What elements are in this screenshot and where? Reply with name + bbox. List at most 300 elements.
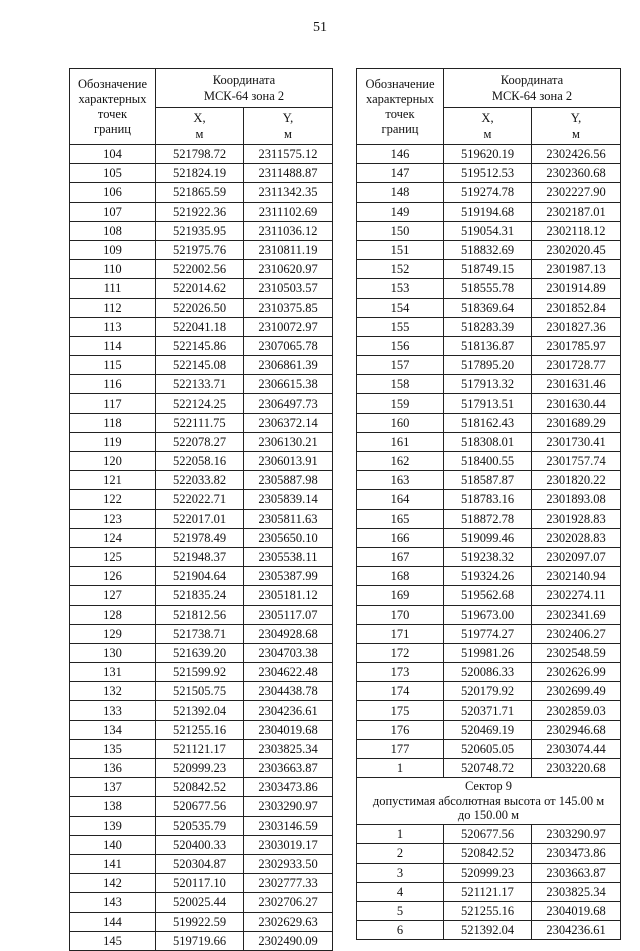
point-number-cell: 119 bbox=[70, 432, 156, 451]
x-coordinate-cell: 520677.56 bbox=[156, 797, 244, 816]
y-coordinate-cell: 2303663.87 bbox=[244, 759, 333, 778]
point-number-cell: 164 bbox=[357, 490, 444, 509]
point-number-cell: 151 bbox=[357, 240, 444, 259]
y-coordinate-cell: 2305538.11 bbox=[244, 547, 333, 566]
y-coordinate-cell: 2311036.12 bbox=[244, 221, 333, 240]
table-row bbox=[357, 413, 621, 432]
point-number-cell: 107 bbox=[70, 202, 156, 221]
y-coordinate-cell: 2303663.87 bbox=[532, 863, 621, 882]
x-coordinate-cell: 521978.49 bbox=[156, 528, 244, 547]
point-number-cell: 121 bbox=[70, 471, 156, 490]
y-coordinate-cell: 2302629.63 bbox=[244, 912, 333, 931]
x-coordinate-cell: 522017.01 bbox=[156, 509, 244, 528]
table-row bbox=[357, 164, 621, 183]
page-number: 51 bbox=[313, 20, 327, 35]
x-coordinate-cell: 521505.75 bbox=[156, 682, 244, 701]
x-coordinate-cell: 519673.00 bbox=[444, 605, 532, 624]
point-number-cell: 146 bbox=[357, 145, 444, 164]
x-coordinate-cell: 518400.55 bbox=[444, 452, 532, 471]
header-coordinate: Координата МСК-64 зона 2 bbox=[444, 69, 621, 108]
sector-height-line-2: до 150.00 м bbox=[457, 808, 520, 823]
y-coordinate-cell: 2305181.12 bbox=[244, 586, 333, 605]
y-coordinate-cell: 2311102.69 bbox=[244, 202, 333, 221]
point-number-cell: 165 bbox=[357, 509, 444, 528]
y-coordinate-cell: 2302020.45 bbox=[532, 240, 621, 259]
table-row bbox=[70, 586, 333, 605]
table-row bbox=[357, 375, 621, 394]
table-row bbox=[357, 863, 621, 882]
table-row bbox=[357, 452, 621, 471]
y-coordinate-cell: 2305887.98 bbox=[244, 471, 333, 490]
y-coordinate-cell: 2302360.68 bbox=[532, 164, 621, 183]
left-table-body bbox=[70, 145, 333, 951]
header-designation: Обозначение характерных точек границ bbox=[357, 69, 444, 145]
table-row bbox=[70, 490, 333, 509]
point-number-cell: 130 bbox=[70, 643, 156, 662]
table-row bbox=[357, 567, 621, 586]
x-coordinate-cell: 521639.20 bbox=[156, 643, 244, 662]
y-coordinate-cell: 2303074.44 bbox=[532, 739, 621, 758]
sector-header bbox=[357, 778, 621, 825]
y-coordinate-cell: 2302187.01 bbox=[532, 202, 621, 221]
table-row bbox=[357, 739, 621, 758]
point-number-cell: 160 bbox=[357, 413, 444, 432]
table-row bbox=[357, 844, 621, 863]
point-number-cell: 139 bbox=[70, 816, 156, 835]
point-number-cell: 162 bbox=[357, 452, 444, 471]
x-coordinate-cell: 518283.39 bbox=[444, 317, 532, 336]
x-coordinate-cell: 517913.51 bbox=[444, 394, 532, 413]
x-coordinate-cell: 522026.50 bbox=[156, 298, 244, 317]
table-row bbox=[70, 298, 333, 317]
table-row bbox=[70, 202, 333, 221]
y-coordinate-cell: 2302706.27 bbox=[244, 893, 333, 912]
x-coordinate-cell: 520605.05 bbox=[444, 739, 532, 758]
table-row bbox=[357, 547, 621, 566]
point-number-cell: 142 bbox=[70, 874, 156, 893]
point-number-cell: 138 bbox=[70, 797, 156, 816]
x-coordinate-cell: 519562.68 bbox=[444, 586, 532, 605]
sector-height-line: допустимая абсолютная высота от 145.00 м bbox=[372, 793, 605, 808]
x-coordinate-cell: 519981.26 bbox=[444, 643, 532, 662]
y-coordinate-cell: 2302274.11 bbox=[532, 586, 621, 605]
point-number-cell: 153 bbox=[357, 279, 444, 298]
x-coordinate-cell: 522124.25 bbox=[156, 394, 244, 413]
y-coordinate-cell: 2306615.38 bbox=[244, 375, 333, 394]
x-coordinate-cell: 521121.17 bbox=[156, 739, 244, 758]
point-number-cell: 147 bbox=[357, 164, 444, 183]
table-row bbox=[357, 202, 621, 221]
y-coordinate-cell: 2305387.99 bbox=[244, 567, 333, 586]
point-number-cell: 114 bbox=[70, 336, 156, 355]
y-coordinate-cell: 2303473.86 bbox=[532, 844, 621, 863]
x-coordinate-cell: 518832.69 bbox=[444, 240, 532, 259]
x-coordinate-cell: 522145.08 bbox=[156, 356, 244, 375]
table-row bbox=[357, 183, 621, 202]
table-row bbox=[357, 921, 621, 940]
y-coordinate-cell: 2302028.83 bbox=[532, 528, 621, 547]
x-coordinate-cell: 521935.95 bbox=[156, 221, 244, 240]
x-coordinate-cell: 521904.64 bbox=[156, 567, 244, 586]
x-coordinate-cell: 520086.33 bbox=[444, 663, 532, 682]
coordinates-table-left bbox=[69, 68, 333, 951]
table-row bbox=[70, 931, 333, 950]
x-coordinate-cell: 519774.27 bbox=[444, 624, 532, 643]
table-row bbox=[357, 145, 621, 164]
sector-header-row bbox=[357, 778, 621, 825]
x-coordinate-cell: 517913.32 bbox=[444, 375, 532, 394]
x-coordinate-cell: 519719.66 bbox=[156, 931, 244, 950]
table-row bbox=[70, 164, 333, 183]
point-number-cell: 156 bbox=[357, 336, 444, 355]
table-row bbox=[70, 816, 333, 835]
point-number-cell: 150 bbox=[357, 221, 444, 240]
x-coordinate-cell: 522041.18 bbox=[156, 317, 244, 336]
x-coordinate-cell: 519054.31 bbox=[444, 221, 532, 240]
point-number-cell: 106 bbox=[70, 183, 156, 202]
y-coordinate-cell: 2302227.90 bbox=[532, 183, 621, 202]
y-coordinate-cell: 2306497.73 bbox=[244, 394, 333, 413]
point-number-cell: 148 bbox=[357, 183, 444, 202]
point-number-cell: 116 bbox=[70, 375, 156, 394]
y-coordinate-cell: 2304236.61 bbox=[244, 701, 333, 720]
point-number-cell: 110 bbox=[70, 260, 156, 279]
point-number-cell: 124 bbox=[70, 528, 156, 547]
y-coordinate-cell: 2302548.59 bbox=[532, 643, 621, 662]
x-coordinate-cell: 520999.23 bbox=[156, 759, 244, 778]
point-number-cell: 133 bbox=[70, 701, 156, 720]
y-coordinate-cell: 2302626.99 bbox=[532, 663, 621, 682]
x-coordinate-cell: 521738.71 bbox=[156, 624, 244, 643]
x-coordinate-cell: 518749.15 bbox=[444, 260, 532, 279]
header-x: X, м bbox=[156, 108, 244, 145]
table-row bbox=[70, 778, 333, 797]
y-coordinate-cell: 2310503.57 bbox=[244, 279, 333, 298]
point-number-cell: 126 bbox=[70, 567, 156, 586]
table-row bbox=[70, 413, 333, 432]
x-coordinate-cell: 522014.62 bbox=[156, 279, 244, 298]
y-coordinate-cell: 2304019.68 bbox=[532, 901, 621, 920]
y-coordinate-cell: 2301827.36 bbox=[532, 317, 621, 336]
x-coordinate-cell: 521922.36 bbox=[156, 202, 244, 221]
table-row bbox=[70, 432, 333, 451]
y-coordinate-cell: 2310072.97 bbox=[244, 317, 333, 336]
table-row bbox=[70, 317, 333, 336]
table-row bbox=[70, 240, 333, 259]
table-row bbox=[70, 663, 333, 682]
header-coordinate: Координата МСК-64 зона 2 bbox=[156, 69, 333, 108]
y-coordinate-cell: 2303220.68 bbox=[532, 759, 621, 778]
x-coordinate-cell: 521392.04 bbox=[156, 701, 244, 720]
point-number-cell: 155 bbox=[357, 317, 444, 336]
table-row bbox=[357, 643, 621, 662]
table-row bbox=[70, 605, 333, 624]
table-row bbox=[70, 624, 333, 643]
point-number-cell: 170 bbox=[357, 605, 444, 624]
point-number-cell: 5 bbox=[357, 901, 444, 920]
header-y: Y, м bbox=[532, 108, 621, 145]
y-coordinate-cell: 2301928.83 bbox=[532, 509, 621, 528]
x-coordinate-cell: 519512.53 bbox=[444, 164, 532, 183]
table-row bbox=[70, 452, 333, 471]
y-coordinate-cell: 2302859.03 bbox=[532, 701, 621, 720]
table-row bbox=[357, 509, 621, 528]
y-coordinate-cell: 2304438.78 bbox=[244, 682, 333, 701]
x-coordinate-cell: 522145.86 bbox=[156, 336, 244, 355]
x-coordinate-cell: 518308.01 bbox=[444, 432, 532, 451]
x-coordinate-cell: 520469.19 bbox=[444, 720, 532, 739]
x-coordinate-cell: 522022.71 bbox=[156, 490, 244, 509]
table-row bbox=[357, 221, 621, 240]
x-coordinate-cell: 520179.92 bbox=[444, 682, 532, 701]
y-coordinate-cell: 2311575.12 bbox=[244, 145, 333, 164]
x-coordinate-cell: 518872.78 bbox=[444, 509, 532, 528]
table-row bbox=[70, 547, 333, 566]
y-coordinate-cell: 2306861.39 bbox=[244, 356, 333, 375]
y-coordinate-cell: 2301689.29 bbox=[532, 413, 621, 432]
y-coordinate-cell: 2302118.12 bbox=[532, 221, 621, 240]
point-number-cell: 171 bbox=[357, 624, 444, 643]
point-number-cell: 157 bbox=[357, 356, 444, 375]
x-coordinate-cell: 521255.16 bbox=[156, 720, 244, 739]
y-coordinate-cell: 2301820.22 bbox=[532, 471, 621, 490]
x-coordinate-cell: 521392.04 bbox=[444, 921, 532, 940]
header-y: Y, м bbox=[244, 108, 333, 145]
table-row bbox=[70, 375, 333, 394]
point-number-cell: 158 bbox=[357, 375, 444, 394]
table-row bbox=[357, 471, 621, 490]
x-coordinate-cell: 520842.52 bbox=[156, 778, 244, 797]
point-number-cell: 123 bbox=[70, 509, 156, 528]
x-coordinate-cell: 520677.56 bbox=[444, 825, 532, 844]
point-number-cell: 4 bbox=[357, 882, 444, 901]
x-coordinate-cell: 520371.71 bbox=[444, 701, 532, 720]
point-number-cell: 177 bbox=[357, 739, 444, 758]
point-number-cell: 125 bbox=[70, 547, 156, 566]
table-row bbox=[357, 279, 621, 298]
table-row bbox=[70, 854, 333, 873]
table-row bbox=[70, 682, 333, 701]
y-coordinate-cell: 2311488.87 bbox=[244, 164, 333, 183]
point-number-cell: 118 bbox=[70, 413, 156, 432]
point-number-cell: 144 bbox=[70, 912, 156, 931]
point-number-cell: 166 bbox=[357, 528, 444, 547]
table-row bbox=[70, 720, 333, 739]
x-coordinate-cell: 519620.19 bbox=[444, 145, 532, 164]
x-coordinate-cell: 522058.16 bbox=[156, 452, 244, 471]
point-number-cell: 172 bbox=[357, 643, 444, 662]
table-row bbox=[357, 240, 621, 259]
x-coordinate-cell: 519922.59 bbox=[156, 912, 244, 931]
y-coordinate-cell: 2302777.33 bbox=[244, 874, 333, 893]
header-x: X, м bbox=[444, 108, 532, 145]
point-number-cell: 120 bbox=[70, 452, 156, 471]
x-coordinate-cell: 520535.79 bbox=[156, 816, 244, 835]
point-number-cell: 176 bbox=[357, 720, 444, 739]
table-row bbox=[357, 901, 621, 920]
table-row bbox=[70, 260, 333, 279]
x-coordinate-cell: 520842.52 bbox=[444, 844, 532, 863]
y-coordinate-cell: 2301757.74 bbox=[532, 452, 621, 471]
y-coordinate-cell: 2302933.50 bbox=[244, 854, 333, 873]
y-coordinate-cell: 2301914.89 bbox=[532, 279, 621, 298]
x-coordinate-cell: 519274.78 bbox=[444, 183, 532, 202]
table-row bbox=[70, 739, 333, 758]
y-coordinate-cell: 2302406.27 bbox=[532, 624, 621, 643]
x-coordinate-cell: 519324.26 bbox=[444, 567, 532, 586]
x-coordinate-cell: 517895.20 bbox=[444, 356, 532, 375]
table-row bbox=[70, 183, 333, 202]
x-coordinate-cell: 520999.23 bbox=[444, 863, 532, 882]
table-row bbox=[357, 528, 621, 547]
point-number-cell: 169 bbox=[357, 586, 444, 605]
table-row bbox=[357, 701, 621, 720]
x-coordinate-cell: 518136.87 bbox=[444, 336, 532, 355]
y-coordinate-cell: 2306013.91 bbox=[244, 452, 333, 471]
table-row bbox=[357, 490, 621, 509]
y-coordinate-cell: 2303019.17 bbox=[244, 835, 333, 854]
point-number-cell: 145 bbox=[70, 931, 156, 950]
y-coordinate-cell: 2307065.78 bbox=[244, 336, 333, 355]
point-number-cell: 135 bbox=[70, 739, 156, 758]
x-coordinate-cell: 521121.17 bbox=[444, 882, 532, 901]
y-coordinate-cell: 2303290.97 bbox=[244, 797, 333, 816]
x-coordinate-cell: 521798.72 bbox=[156, 145, 244, 164]
y-coordinate-cell: 2304622.48 bbox=[244, 663, 333, 682]
table-row bbox=[70, 893, 333, 912]
point-number-cell: 168 bbox=[357, 567, 444, 586]
point-number-cell: 122 bbox=[70, 490, 156, 509]
table-row bbox=[70, 912, 333, 931]
y-coordinate-cell: 2302341.69 bbox=[532, 605, 621, 624]
y-coordinate-cell: 2303473.86 bbox=[244, 778, 333, 797]
y-coordinate-cell: 2301631.46 bbox=[532, 375, 621, 394]
table-row bbox=[70, 643, 333, 662]
table-row bbox=[357, 759, 621, 778]
point-number-cell: 132 bbox=[70, 682, 156, 701]
y-coordinate-cell: 2310375.85 bbox=[244, 298, 333, 317]
point-number-cell: 140 bbox=[70, 835, 156, 854]
y-coordinate-cell: 2301730.41 bbox=[532, 432, 621, 451]
y-coordinate-cell: 2305117.07 bbox=[244, 605, 333, 624]
table-row bbox=[357, 586, 621, 605]
point-number-cell: 129 bbox=[70, 624, 156, 643]
y-coordinate-cell: 2303825.34 bbox=[532, 882, 621, 901]
table-row bbox=[70, 528, 333, 547]
x-coordinate-cell: 520748.72 bbox=[444, 759, 532, 778]
point-number-cell: 2 bbox=[357, 844, 444, 863]
point-number-cell: 149 bbox=[357, 202, 444, 221]
y-coordinate-cell: 2301893.08 bbox=[532, 490, 621, 509]
point-number-cell: 6 bbox=[357, 921, 444, 940]
x-coordinate-cell: 519238.32 bbox=[444, 547, 532, 566]
table-row bbox=[357, 882, 621, 901]
table-row bbox=[357, 720, 621, 739]
table-row bbox=[70, 835, 333, 854]
table-row bbox=[357, 624, 621, 643]
point-number-cell: 112 bbox=[70, 298, 156, 317]
header-designation: Обозначение характерных точек границ bbox=[70, 69, 156, 145]
point-number-cell: 152 bbox=[357, 260, 444, 279]
x-coordinate-cell: 521835.24 bbox=[156, 586, 244, 605]
point-number-cell: 104 bbox=[70, 145, 156, 164]
x-coordinate-cell: 521865.59 bbox=[156, 183, 244, 202]
table-row bbox=[70, 759, 333, 778]
point-number-cell: 117 bbox=[70, 394, 156, 413]
y-coordinate-cell: 2304928.68 bbox=[244, 624, 333, 643]
x-coordinate-cell: 521824.19 bbox=[156, 164, 244, 183]
x-coordinate-cell: 518162.43 bbox=[444, 413, 532, 432]
table-row bbox=[70, 394, 333, 413]
point-number-cell: 108 bbox=[70, 221, 156, 240]
table-row bbox=[70, 279, 333, 298]
table-row bbox=[357, 394, 621, 413]
table-row bbox=[357, 682, 621, 701]
sector-title: Сектор 9 bbox=[464, 779, 513, 794]
x-coordinate-cell: 521975.76 bbox=[156, 240, 244, 259]
y-coordinate-cell: 2302140.94 bbox=[532, 567, 621, 586]
point-number-cell: 113 bbox=[70, 317, 156, 336]
table-row bbox=[357, 336, 621, 355]
y-coordinate-cell: 2301785.97 bbox=[532, 336, 621, 355]
table-row bbox=[357, 356, 621, 375]
y-coordinate-cell: 2310811.19 bbox=[244, 240, 333, 259]
table-row bbox=[357, 317, 621, 336]
table-row bbox=[357, 825, 621, 844]
x-coordinate-cell: 520117.10 bbox=[156, 874, 244, 893]
point-number-cell: 134 bbox=[70, 720, 156, 739]
y-coordinate-cell: 2306130.21 bbox=[244, 432, 333, 451]
table-row bbox=[70, 701, 333, 720]
y-coordinate-cell: 2302946.68 bbox=[532, 720, 621, 739]
x-coordinate-cell: 522133.71 bbox=[156, 375, 244, 394]
y-coordinate-cell: 2303146.59 bbox=[244, 816, 333, 835]
y-coordinate-cell: 2302426.56 bbox=[532, 145, 621, 164]
x-coordinate-cell: 522078.27 bbox=[156, 432, 244, 451]
point-number-cell: 173 bbox=[357, 663, 444, 682]
x-coordinate-cell: 522033.82 bbox=[156, 471, 244, 490]
point-number-cell: 128 bbox=[70, 605, 156, 624]
point-number-cell: 175 bbox=[357, 701, 444, 720]
y-coordinate-cell: 2303825.34 bbox=[244, 739, 333, 758]
table-row bbox=[70, 356, 333, 375]
y-coordinate-cell: 2305650.10 bbox=[244, 528, 333, 547]
table-row bbox=[357, 605, 621, 624]
table-row bbox=[70, 509, 333, 528]
table-row bbox=[70, 874, 333, 893]
point-number-cell: 174 bbox=[357, 682, 444, 701]
point-number-cell: 3 bbox=[357, 863, 444, 882]
y-coordinate-cell: 2310620.97 bbox=[244, 260, 333, 279]
y-coordinate-cell: 2311342.35 bbox=[244, 183, 333, 202]
x-coordinate-cell: 521255.16 bbox=[444, 901, 532, 920]
x-coordinate-cell: 521812.56 bbox=[156, 605, 244, 624]
x-coordinate-cell: 521948.37 bbox=[156, 547, 244, 566]
x-coordinate-cell: 518555.78 bbox=[444, 279, 532, 298]
point-number-cell: 154 bbox=[357, 298, 444, 317]
table-row bbox=[70, 145, 333, 164]
y-coordinate-cell: 2305839.14 bbox=[244, 490, 333, 509]
x-coordinate-cell: 522111.75 bbox=[156, 413, 244, 432]
point-number-cell: 131 bbox=[70, 663, 156, 682]
point-number-cell: 143 bbox=[70, 893, 156, 912]
x-coordinate-cell: 520025.44 bbox=[156, 893, 244, 912]
y-coordinate-cell: 2304703.38 bbox=[244, 643, 333, 662]
x-coordinate-cell: 522002.56 bbox=[156, 260, 244, 279]
x-coordinate-cell: 519099.46 bbox=[444, 528, 532, 547]
y-coordinate-cell: 2305811.63 bbox=[244, 509, 333, 528]
point-number-cell: 141 bbox=[70, 854, 156, 873]
